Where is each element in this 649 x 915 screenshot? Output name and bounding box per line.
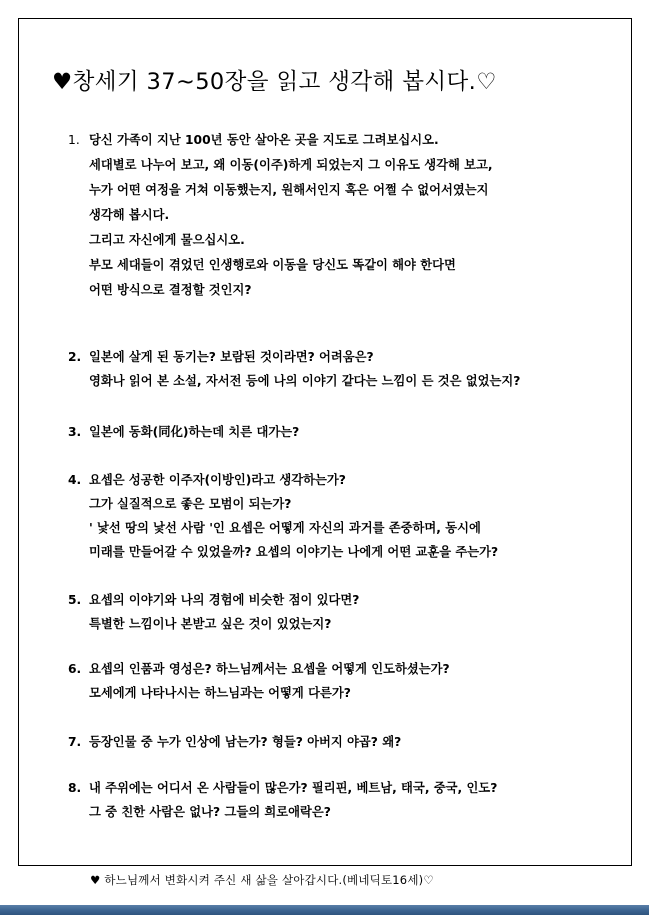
question-line: 내 주위에는 어디서 온 사람들이 많은가? 필리핀, 베트남, 태국, 중국, 인도? xyxy=(89,781,498,795)
question-1 xyxy=(68,128,493,303)
question-line: 당신 가족이 지난 100년 동안 살아온 곳을 지도로 그려보십시오. xyxy=(89,133,439,147)
window-bottom-bar xyxy=(0,905,649,915)
question-line: 미래를 만들어갈 수 있었을까? 요셉의 이야기는 나에게 어떤 교훈을 주는가? xyxy=(89,545,499,559)
question-number: 4. xyxy=(68,473,82,487)
question-line: 어떤 방식으로 결정할 것인지? xyxy=(89,283,252,297)
question-number: 5. xyxy=(68,593,82,607)
question-line: 그 중 친한 사람은 없나? 그들의 희로애락은? xyxy=(89,805,331,819)
question-line: 일본에 살게 된 동기는? 보람된 것이라면? 어려움은? xyxy=(89,350,374,364)
question-number: 3. xyxy=(68,425,82,439)
question-line: 요셉의 인품과 영성은? 하느님께서는 요셉을 어떻게 인도하셨는가? xyxy=(89,662,450,676)
question-line: 등장인물 중 누가 인상에 남는가? 형들? 아버지 야곱? 왜? xyxy=(89,735,402,749)
question-number: 8. xyxy=(68,781,82,795)
question-8 xyxy=(68,776,497,824)
question-line: 영화나 읽어 본 소설, 자서전 등에 나의 이야기 같다는 느낌이 든 것은 없었는지? xyxy=(89,374,521,388)
question-line: 요셉은 성공한 이주자(이방인)라고 생각하는가? xyxy=(89,473,346,487)
question-line: 일본에 동화(同化)하는데 치른 대가는? xyxy=(89,425,300,439)
question-4 xyxy=(68,468,498,564)
page-title: ♥창세기 37~50장을 읽고 생각해 봅시다.♡ xyxy=(52,69,497,95)
question-line: 부모 세대들이 겪었던 인생행로와 이동을 당신도 똑같이 해야 한다면 xyxy=(89,258,456,272)
question-line: 생각해 봅시다. xyxy=(89,208,170,222)
question-line: 요셉의 이야기와 나의 경험에 비슷한 점이 있다면? xyxy=(89,593,360,607)
question-line: 그리고 자신에게 물으십시오. xyxy=(89,233,245,247)
question-number: 6. xyxy=(68,662,82,676)
question-number: 7. xyxy=(68,735,82,749)
question-7 xyxy=(68,730,401,754)
question-2 xyxy=(68,345,520,393)
question-5 xyxy=(68,588,359,636)
question-line: 특별한 느낌이나 본받고 싶은 것이 있었는지? xyxy=(89,617,332,631)
question-line: 모세에게 나타나시는 하느님과는 어떻게 다른가? xyxy=(89,686,351,700)
question-line: 그가 실질적으로 좋은 모범이 되는가? xyxy=(89,497,292,511)
question-number: 2. xyxy=(68,350,82,364)
question-line: 누가 어떤 여정을 거쳐 이동했는지, 원해서인지 혹은 어쩔 수 없어서였는지 xyxy=(89,183,489,197)
question-3 xyxy=(68,420,299,444)
question-6 xyxy=(68,657,450,705)
question-line: 세대별로 나누어 보고, 왜 이동(이주)하게 되었는지 그 이유도 생각해 보고, xyxy=(89,158,493,172)
question-line: ' 낯선 땅의 낯선 사람 '인 요셉은 어떻게 자신의 과거를 존중하며, 동시에 xyxy=(89,521,481,535)
question-number: 1. xyxy=(68,133,80,147)
footer-note: ♥ 하느님께서 변화시켜 주신 새 삶을 살아갑시다.(베네딕토16세)♡ xyxy=(90,873,434,887)
